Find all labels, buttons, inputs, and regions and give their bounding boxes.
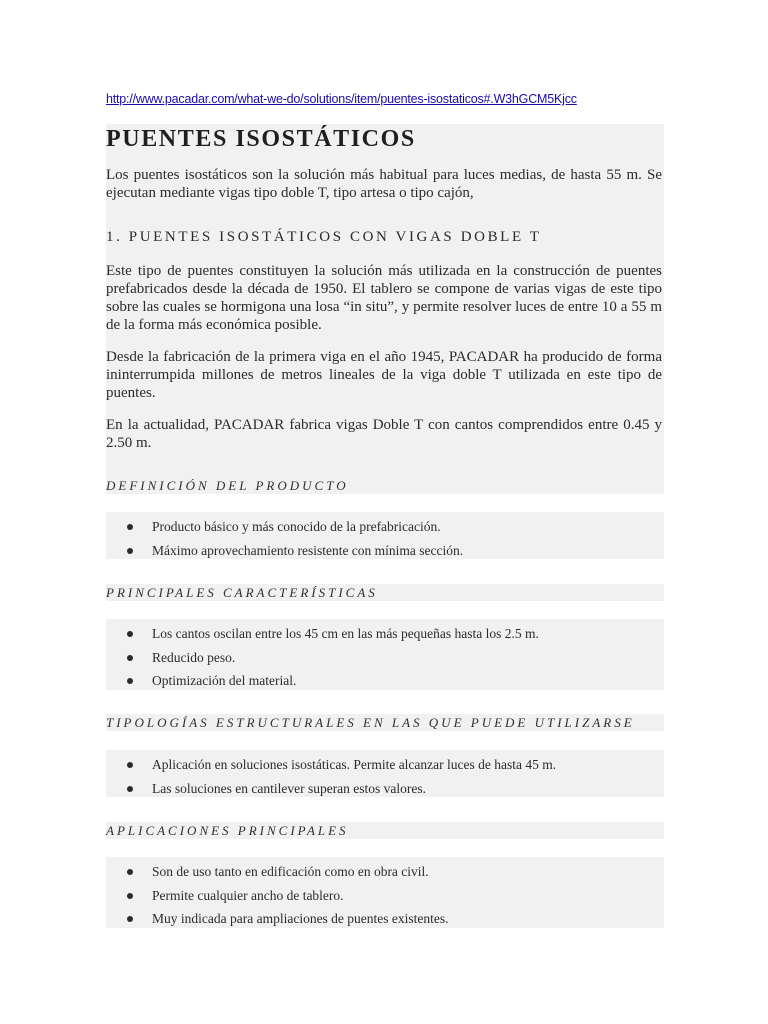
source-link[interactable]: http://www.pacadar.com/what-we-do/solutions/item/puentes-isostaticos#.W3hGCM5Kjcc [106, 92, 577, 106]
caracteristicas-list: Los cantos oscilan entre los 45 cm en las más pequeñas hasta los 2.5 m. Reducido peso. Optimización del material. [106, 619, 664, 690]
subsection-heading-tipologias: TIPOLOGÍAS ESTRUCTURALES EN LAS QUE PUEDE UTILIZARSE [106, 715, 635, 730]
bullet-icon [127, 524, 133, 530]
bullet-icon [127, 548, 133, 554]
subsection-heading-aplicaciones: APLICACIONES PRINCIPALES [106, 823, 349, 838]
bullet-icon [127, 786, 133, 792]
bullet-icon [127, 916, 133, 922]
bullet-icon [127, 631, 133, 637]
bullet-icon [127, 869, 133, 875]
bullet-icon [127, 893, 133, 899]
bullet-icon [127, 678, 133, 684]
subsection-heading-definicion: DEFINICIÓN DEL PRODUCTO [106, 478, 349, 493]
aplicaciones-list: Son de uso tanto en edificación como en obra civil. Permite cualquier ancho de tablero. Muy indicada para ampliaciones de puentes existentes. [106, 857, 664, 928]
section-paragraph: Este tipo de puentes constituyen la solución más utilizada en la construcción de puentes prefabricados desde la década de 1950. El tablero se compone de varias vigas de este tipo sobre las cuales se hormigona una losa “in situ”, y permite resolver luces de entre 10 a 55 m de la forma más económica posible. [106, 263, 662, 333]
tipologias-list: Aplicación en soluciones isostáticas. Permite alcanzar luces de hasta 45 m. Las soluciones en cantilever superan estos valores. [106, 750, 664, 797]
definicion-list: Producto básico y más conocido de la prefabricación. Máximo aprovechamiento resistente con mínima sección. [106, 512, 664, 559]
section-paragraph: Desde la fabricación de la primera viga en el año 1945, PACADAR ha producido de forma ininterrumpida millones de metros lineales de la viga doble T utilizada en este tipo de puentes. [106, 349, 662, 401]
section-heading-vigas-doble-t: 1. PUENTES ISOSTÁTICOS CON VIGAS DOBLE T [106, 229, 542, 245]
subsection-heading-caracteristicas: PRINCIPALES CARACTERÍSTICAS [106, 585, 378, 600]
page-title: PUENTES ISOSTÁTICOS [106, 126, 416, 152]
bullet-icon [127, 655, 133, 661]
intro-paragraph: Los puentes isostáticos son la solución más habitual para luces medias, de hasta 55 m. Se ejecutan mediante vigas tipo doble T, tipo artesa o tipo cajón, [106, 167, 662, 201]
section-paragraph: En la actualidad, PACADAR fabrica vigas Doble T con cantos comprendidos entre 0.45 y 2.50 m. [106, 417, 662, 451]
bullet-icon [127, 762, 133, 768]
